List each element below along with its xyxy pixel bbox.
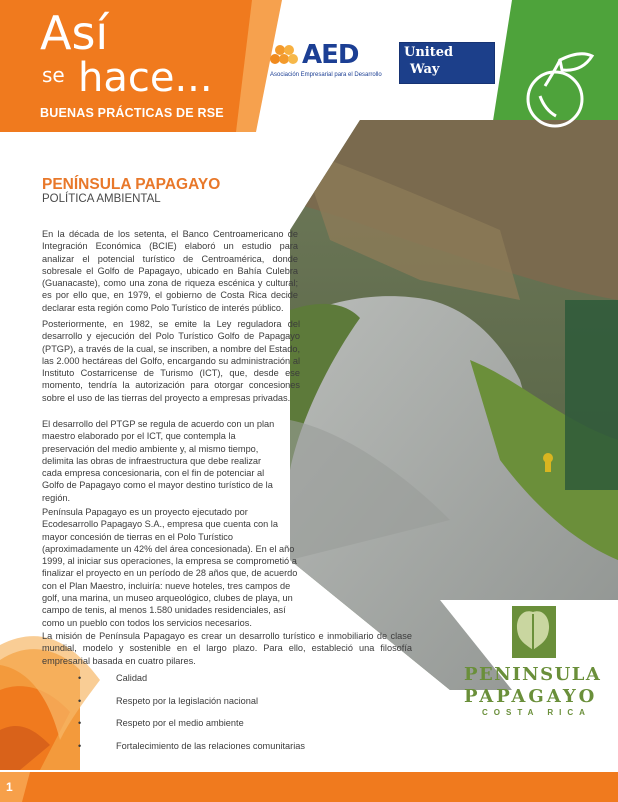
bullet-icon: •	[78, 673, 82, 683]
brand-line3: COSTA RICA	[482, 708, 591, 717]
brand-line1: PENINSULA	[464, 664, 602, 685]
pillar-text: Respeto por el medio ambiente	[116, 718, 244, 728]
article-paragraph-2: Posteriormente, en 1982, se emite la Ley reguladora del desarrollo y ejecución del Polo Turístico Golfo de Papagayo (PTGP), a través de la cual, se inscriben, a nombre del Estado, las 2.000 hectáreas del Golfo, encargando su administración al Instituto Costarricense de Turismo (ICT), que, desde ese momento, tendría la autorización para otorgar concesiones sobre el uso de las tierras del proyecto a empresas privadas.	[42, 319, 300, 403]
brand-line2: PAPAGAYO	[464, 686, 598, 707]
header-title-se: se	[42, 63, 65, 87]
article-paragraph-1: En la década de los setenta, el Banco Centroamericano de Integración Económica (BCIE) elaboró un estudio para analizar el potencial turístico de Centroamérica, donde sobresale el Golfo de Papagayo, ubicado en Bahía Culebra (Guanacaste), como una zona de riqueza escénica y cultural; es por ello que, en 1979, el gobierno de Costa Rica decide declarar esta región como Polo Turístico de interés público.	[42, 229, 298, 313]
butterfly-logo-mark	[512, 606, 556, 658]
aed-logo-text: AED	[302, 40, 359, 70]
article-paragraph-5: La misión de Península Papagayo es crear un desarrollo turístico e inmobiliario de clase mundial, modelo y sostenible en el largo plazo. Para ello, estableció una filosofía empresarial basada en cuatro pilares.	[42, 631, 412, 666]
united-way-line1: United	[404, 45, 454, 60]
header-title-hace: hace...	[78, 55, 213, 101]
bullet-icon: •	[78, 741, 82, 751]
pillar-text: Calidad	[116, 673, 148, 683]
article-title: PENÍNSULA PAPAGAYO	[42, 176, 221, 193]
page-number: 1	[6, 780, 13, 794]
article-paragraph-4: Península Papagayo es un proyecto ejecutado por Ecodesarrollo Papagayo S.A., empresa que cuenta con la mayor concesión de tierras en el Polo Turístico (aproximadamente un 42% del área concesionada). En el año 1999, al iniciar sus operaciones, la empresa se comprometió a finalizar el proyecto en un período de 28 años que, de acuerdo con el Plan Maestro, incluiría: nueve hoteles, tres campos de golf, una marina, un museo arqueológico, clubes de playa, un campo de tenis, al menos 1.580 unidades residenciales, así como un pueblo con todos los servicios necesarios.	[42, 507, 298, 628]
pillar-text: Fortalecimiento de las relaciones comunitarias	[116, 741, 305, 751]
bullet-icon: •	[78, 718, 82, 728]
united-way-line2: Way	[410, 62, 440, 77]
bullet-icon: •	[78, 696, 82, 706]
united-way-logo	[399, 42, 495, 84]
aed-logo-mark	[270, 45, 298, 64]
article-subtitle: POLÍTICA AMBIENTAL	[42, 193, 161, 205]
header-subtitle: BUENAS PRÁCTICAS DE RSE	[40, 106, 224, 120]
aed-logo-caption: Asociación Empresarial para el Desarrollo	[270, 72, 382, 78]
pillar-text: Respeto por la legislación nacional	[116, 696, 258, 706]
article-paragraph-3: El desarrollo del PTGP se regula de acuerdo con un plan maestro elaborado por el ICT, que contempla la preservación del medio ambiente y, al mismo tiempo, delimita las obras de infraestructura que debe realizar cada empresa concesionaria, con el fin de potenciar al Golfo de Papagayo como el mayor destino turístico de la región.	[42, 419, 275, 503]
footer-bar	[0, 772, 618, 802]
header-title-asi: Así	[40, 6, 109, 60]
